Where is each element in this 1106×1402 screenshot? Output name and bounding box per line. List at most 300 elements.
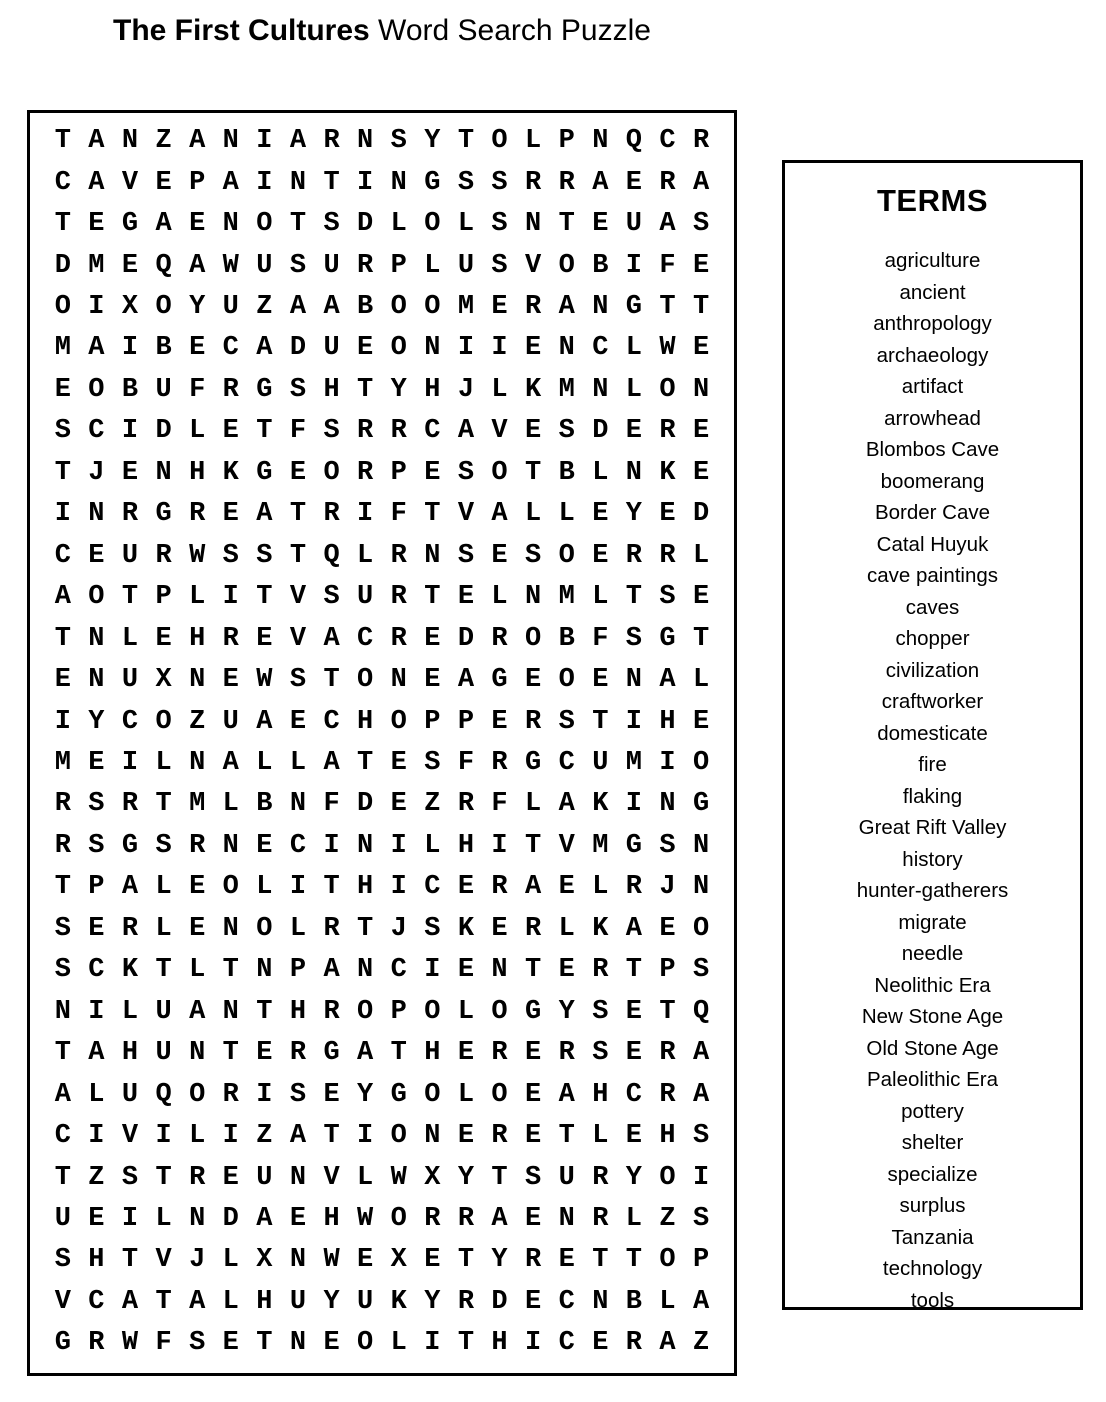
grid-cell-letter: T [592, 706, 609, 737]
grid-cell-letter: L [558, 913, 575, 944]
grid-cell-letter: E [525, 1079, 542, 1110]
grid-cell-letter: E [424, 623, 441, 654]
grid-cell-letter: T [289, 499, 307, 530]
grid-cell-letter: I [121, 1204, 139, 1234]
grid-cell-letter: T [692, 623, 710, 654]
grid-cell-letter: E [692, 416, 710, 447]
grid-row [46, 418, 718, 445]
term-item: caves [905, 595, 960, 619]
grid-cell-letter: A [692, 1286, 710, 1317]
grid-cell-letter: V [155, 1245, 172, 1276]
grid-cell-letter: N [189, 665, 206, 696]
grid-cell-letter: I [256, 126, 273, 157]
grid-cell-letter: H [189, 457, 206, 488]
grid-cell-letter: W [189, 540, 206, 571]
grid-cell-letter: R [491, 1121, 508, 1152]
grid-cell-letter: L [121, 623, 139, 654]
grid-row [46, 250, 718, 281]
grid-cell-letter: R [390, 582, 407, 613]
grid-cell-letter: R [625, 1328, 642, 1359]
grid-cell-letter: R [625, 872, 642, 903]
grid-cell-letter: V [323, 1162, 340, 1193]
grid-cell-letter: E [323, 1079, 340, 1110]
grid-cell-letter: G [256, 374, 273, 405]
grid-cell-letter: S [121, 1162, 139, 1193]
grid-cell-letter: E [457, 872, 475, 903]
grid-cell-letter: A [222, 167, 239, 198]
grid-cell-letter: L [625, 1204, 642, 1234]
grid-cell-letter: E [256, 1038, 273, 1069]
grid-cell-letter: L [659, 1286, 676, 1317]
grid-cell-letter: Y [491, 1245, 508, 1276]
grid-row [46, 1330, 718, 1357]
grid-cell-letter: Y [625, 499, 642, 530]
grid-cell-letter: E [525, 1286, 542, 1317]
grid-cell-letter: B [357, 292, 374, 323]
grid-cell-letter: G [625, 292, 642, 323]
term-item: craftworker [881, 690, 984, 713]
grid-cell-letter: R [189, 499, 206, 530]
grid-cell-letter: O [357, 996, 374, 1027]
grid-cell-letter: T [323, 167, 340, 198]
grid-cell-letter: T [54, 1038, 71, 1069]
grid-cell-letter: N [592, 1286, 609, 1317]
grid-cell-letter: A [692, 1038, 710, 1069]
grid-cell-letter: T [256, 416, 273, 447]
grid-cell-letter: N [189, 1038, 206, 1069]
grid-cell-letter: E [54, 665, 71, 696]
grid-cell-letter: C [54, 1121, 71, 1152]
grid-row [46, 501, 718, 528]
grid-row [46, 1162, 718, 1193]
grid-cell-letter: R [491, 748, 508, 779]
grid-cell-letter: U [457, 250, 475, 281]
grid-cell-letter: O [88, 582, 105, 613]
grid-cell-letter: R [222, 623, 239, 654]
grid-cell-letter: R [323, 996, 340, 1027]
grid-cell-letter: P [424, 706, 441, 737]
grid-cell-letter: T [155, 955, 172, 986]
grid-cell-letter: E [525, 333, 542, 364]
grid-cell-letter: H [424, 374, 441, 405]
grid-cell-letter: C [88, 955, 105, 986]
grid-cell-letter: R [491, 1038, 508, 1069]
grid-cell-letter: I [357, 167, 374, 198]
grid-cell-letter: E [692, 706, 710, 737]
grid-row [46, 623, 718, 654]
grid-cell-letter: T [390, 1038, 407, 1069]
grid-cell-letter: N [592, 292, 609, 323]
grid-cell-letter: L [155, 748, 172, 779]
grid-cell-letter: A [692, 167, 710, 198]
grid-cell-letter: Z [692, 1328, 710, 1359]
grid-cell-letter: T [525, 457, 542, 488]
grid-cell-letter: A [558, 789, 575, 820]
grid-cell-letter: N [289, 1162, 307, 1193]
grid-cell-letter: O [390, 1204, 407, 1234]
grid-cell-letter: C [54, 540, 71, 571]
grid-cell-letter: S [592, 1038, 609, 1069]
grid-cell-letter: S [558, 416, 575, 447]
grid-cell-letter: E [525, 416, 542, 447]
grid-cell-letter: Z [659, 1204, 676, 1234]
grid-cell-letter: K [659, 457, 676, 488]
grid-cell-letter: S [625, 623, 642, 654]
grid-cell-letter: E [289, 1204, 307, 1234]
grid-cell-letter: P [189, 167, 206, 198]
grid-cell-letter: Y [457, 1162, 475, 1193]
grid-cell-letter: A [222, 748, 239, 779]
grid-cell-letter: H [121, 1038, 139, 1069]
grid-cell-letter: L [390, 209, 407, 240]
grid-cell-letter: O [491, 996, 508, 1027]
grid-cell-letter: F [457, 748, 475, 779]
grid-cell-letter: R [592, 1204, 609, 1234]
term-item: fire [918, 753, 947, 776]
grid-cell-letter: R [491, 872, 508, 903]
grid-cell-letter: N [222, 126, 239, 157]
grid-row [46, 957, 718, 984]
grid-cell-letter: C [558, 1328, 575, 1359]
grid-cell-letter: I [289, 872, 307, 903]
grid-cell-letter: A [256, 499, 273, 530]
grid-cell-letter: A [625, 913, 642, 944]
grid-cell-letter: K [457, 913, 475, 944]
grid-cell-letter: N [357, 830, 374, 861]
grid-cell-letter: T [625, 1245, 642, 1276]
grid-cell-letter: Z [256, 292, 273, 323]
grid-cell-letter: M [54, 748, 71, 779]
grid-cell-letter: L [592, 1121, 609, 1152]
grid-cell-letter: U [592, 748, 609, 779]
grid-cell-letter: E [289, 457, 307, 488]
grid-cell-letter: E [625, 996, 642, 1027]
grid-cell-letter: S [457, 457, 475, 488]
grid-cell-letter: N [289, 1328, 307, 1359]
grid-cell-letter: B [121, 374, 139, 405]
grid-cell-letter: Y [558, 996, 575, 1027]
grid-cell-letter: S [558, 706, 575, 737]
grid-cell-letter: E [155, 167, 172, 198]
term-item: Border Cave [874, 501, 991, 524]
grid-cell-letter: M [457, 292, 475, 323]
grid-cell-letter: E [88, 913, 105, 944]
grid-cell-letter: S [525, 1162, 542, 1193]
grid-cell-letter: I [88, 1121, 105, 1152]
grid-cell-letter: J [457, 374, 475, 405]
grid-row [46, 830, 718, 861]
grid-row [46, 1040, 718, 1067]
grid-cell-letter: E [189, 209, 206, 240]
grid-cell-letter: W [323, 1245, 340, 1276]
grid-cell-letter: Z [256, 1121, 273, 1152]
grid-cell-letter: A [88, 167, 105, 198]
grid-cell-letter: B [625, 1286, 642, 1317]
grid-cell-letter: L [289, 748, 307, 779]
grid-cell-letter: E [491, 292, 508, 323]
grid-cell-letter: E [457, 955, 475, 986]
grid-cell-letter: G [256, 457, 273, 488]
grid-cell-letter: G [54, 1328, 71, 1359]
grid-cell-letter: P [155, 582, 172, 613]
grid-cell-letter: T [54, 1162, 71, 1193]
grid-cell-letter: N [592, 126, 609, 157]
grid-cell-letter: S [54, 416, 71, 447]
grid-cell-letter: A [289, 126, 307, 157]
grid-cell-letter: E [692, 457, 710, 488]
grid-cell-letter: A [558, 1079, 575, 1110]
grid-cell-letter: U [155, 996, 172, 1027]
grid-cell-letter: T [525, 830, 542, 861]
grid-cell-letter: H [357, 872, 374, 903]
grid-cell-letter: U [625, 209, 642, 240]
grid-cell-letter: R [357, 416, 374, 447]
grid-cell-letter: I [256, 167, 273, 198]
grid-cell-letter: H [424, 1038, 441, 1069]
term-item: chopper [895, 627, 970, 650]
grid-cell-letter: T [558, 1121, 575, 1152]
grid-cell-letter: U [222, 292, 239, 323]
grid-cell-letter: V [525, 250, 542, 281]
term-item: boomerang [880, 469, 985, 493]
grid-cell-letter: S [457, 540, 475, 571]
term-item: New Stone Age [861, 1005, 1004, 1028]
grid-cell-letter: C [121, 706, 139, 737]
grid-cell-letter: O [390, 706, 407, 737]
grid-cell-letter: N [558, 333, 575, 364]
grid-cell-letter: N [357, 955, 374, 986]
grid-cell-letter: O [189, 1079, 206, 1110]
grid-cell-letter: R [525, 706, 542, 737]
grid-cell-letter: H [323, 1204, 340, 1234]
grid-cell-letter: N [88, 665, 105, 696]
grid-cell-letter: E [592, 665, 609, 696]
grid-cell-letter: Y [424, 1286, 441, 1317]
grid-cell-letter: U [289, 1286, 307, 1317]
grid-cell-letter: R [357, 457, 374, 488]
term-item: specialize [887, 1162, 978, 1186]
grid-cell-letter: R [289, 1038, 307, 1069]
word-search-grid [27, 110, 737, 1376]
grid-cell-letter: A [491, 499, 508, 530]
grid-cell-letter: R [390, 416, 407, 447]
grid-cell-letter: D [592, 416, 609, 447]
grid-cell-letter: N [88, 499, 105, 530]
grid-cell-letter: T [323, 872, 340, 903]
term-item: shelter [901, 1131, 964, 1154]
grid-cell-letter: N [289, 1245, 307, 1276]
grid-cell-letter: Z [424, 789, 441, 820]
grid-cell-letter: N [222, 996, 239, 1027]
grid-row [46, 1247, 718, 1274]
grid-cell-letter: R [659, 416, 676, 447]
grid-cell-letter: T [289, 540, 307, 571]
grid-cell-letter: T [424, 582, 441, 613]
grid-cell-letter: O [424, 1079, 441, 1110]
grid-cell-letter: R [222, 1079, 239, 1110]
grid-cell-letter: R [659, 1079, 676, 1110]
grid-cell-letter: E [592, 540, 609, 571]
grid-cell-letter: R [121, 499, 139, 530]
grid-cell-letter: H [592, 1079, 609, 1110]
grid-cell-letter: G [692, 789, 710, 820]
grid-cell-letter: E [289, 706, 307, 737]
term-item: cave paintings [866, 564, 999, 587]
grid-cell-letter: C [625, 1079, 642, 1110]
grid-cell-letter: U [121, 665, 139, 696]
grid-cell-letter: W [256, 665, 273, 696]
grid-cell-letter: T [558, 209, 575, 240]
grid-cell-letter: E [189, 333, 206, 364]
grid-cell-letter: E [256, 830, 273, 861]
grid-cell-letter: A [256, 1204, 273, 1234]
grid-cell-letter: L [189, 955, 206, 986]
grid-cell-letter: A [323, 748, 340, 779]
grid-cell-letter: O [323, 457, 340, 488]
grid-cell-letter: N [525, 209, 542, 240]
grid-cell-letter: T [323, 1121, 340, 1152]
grid-cell-letter: N [659, 789, 676, 820]
grid-cell-letter: U [357, 1286, 374, 1317]
grid-row [46, 1206, 718, 1233]
term-item: Tanzania [891, 1225, 974, 1249]
grid-cell-letter: C [54, 167, 71, 198]
grid-cell-letter: S [54, 913, 71, 944]
grid-cell-letter: E [222, 1328, 239, 1359]
grid-cell-letter: L [222, 1245, 239, 1276]
grid-cell-letter: M [189, 789, 206, 820]
grid-cell-letter: E [558, 1245, 575, 1276]
grid-cell-letter: G [625, 830, 642, 861]
grid-cell-letter: S [289, 250, 307, 281]
grid-cell-letter: T [121, 582, 139, 613]
grid-cell-letter: R [692, 126, 710, 157]
grid-cell-letter: A [323, 292, 340, 323]
grid-cell-letter: L [592, 582, 609, 613]
grid-cell-letter: O [256, 913, 273, 944]
grid-cell-letter: S [491, 250, 508, 281]
grid-cell-letter: O [88, 374, 105, 405]
term-item: Neolithic Era [874, 973, 991, 997]
grid-cell-letter: I [256, 1079, 273, 1110]
grid-cell-letter: R [357, 250, 374, 281]
term-item: ancient [899, 280, 966, 304]
grid-cell-letter: U [121, 1079, 139, 1110]
grid-cell-letter: N [88, 623, 105, 654]
grid-cell-letter: E [491, 706, 508, 737]
grid-cell-letter: C [357, 623, 374, 654]
grid-cell-letter: N [222, 913, 239, 944]
grid-cell-letter: E [121, 457, 139, 488]
grid-cell-letter: E [323, 1328, 340, 1359]
grid-cell-letter: A [592, 167, 609, 198]
grid-cell-letter: I [525, 1328, 542, 1359]
grid-cell-letter: S [222, 540, 239, 571]
grid-cell-letter: O [659, 1162, 676, 1193]
grid-cell-letter: S [390, 126, 407, 157]
grid-cell-letter: R [592, 1162, 609, 1193]
grid-cell-letter: I [390, 872, 407, 903]
grid-cell-letter: O [525, 623, 542, 654]
grid-cell-letter: C [88, 1286, 105, 1317]
grid-cell-letter: G [323, 1038, 340, 1069]
grid-cell-letter: T [54, 457, 71, 488]
grid-cell-letter: V [491, 416, 508, 447]
grid-row [46, 750, 718, 777]
grid-cell-letter: K [592, 789, 609, 820]
grid-cell-letter: N [222, 209, 239, 240]
grid-cell-letter: D [155, 416, 172, 447]
grid-cell-letter: X [256, 1245, 273, 1276]
grid-cell-letter: I [88, 996, 105, 1027]
grid-cell-letter: P [289, 955, 307, 986]
grid-cell-letter: L [390, 1328, 407, 1359]
grid-cell-letter: P [692, 1245, 710, 1276]
grid-cell-letter: T [525, 955, 542, 986]
grid-cell-letter: I [659, 748, 676, 779]
grid-cell-letter: L [625, 333, 642, 364]
grid-cell-letter: N [692, 872, 710, 903]
grid-cell-letter: G [525, 996, 542, 1027]
grid-cell-letter: T [289, 209, 307, 240]
grid-row [46, 791, 718, 818]
grid-cell-letter: I [121, 416, 139, 447]
grid-cell-letter: K [390, 1286, 407, 1317]
grid-cell-letter: R [525, 167, 542, 198]
grid-cell-letter: H [323, 374, 340, 405]
grid-cell-letter: W [222, 250, 239, 281]
grid-cell-letter: V [54, 1286, 71, 1317]
grid-cell-letter: S [54, 1245, 71, 1276]
grid-cell-letter: E [625, 167, 642, 198]
grid-cell-letter: T [155, 789, 172, 820]
grid-cell-letter: T [256, 996, 273, 1027]
grid-row [46, 913, 718, 944]
grid-cell-letter: J [659, 872, 676, 903]
grid-cell-letter: U [558, 1162, 575, 1193]
grid-cell-letter: A [189, 1286, 206, 1317]
grid-cell-letter: U [323, 333, 340, 364]
grid-cell-letter: A [558, 292, 575, 323]
grid-cell-letter: T [155, 1162, 172, 1193]
grid-cell-letter: T [256, 1328, 273, 1359]
grid-cell-letter: G [390, 1079, 407, 1110]
grid-cell-letter: A [323, 623, 340, 654]
grid-cell-letter: E [692, 250, 710, 281]
grid-cell-letter: L [155, 872, 172, 903]
grid-cell-letter: I [692, 1162, 710, 1193]
grid-cell-letter: Y [189, 292, 206, 323]
grid-row [46, 294, 718, 321]
grid-cell-letter: P [659, 955, 676, 986]
grid-cell-letter: I [155, 1121, 172, 1152]
grid-cell-letter: Q [692, 996, 710, 1027]
grid-cell-letter: N [289, 167, 307, 198]
grid-cell-letter: Z [88, 1162, 105, 1193]
grid-cell-letter: N [357, 126, 374, 157]
grid-cell-letter: R [222, 374, 239, 405]
grid-cell-letter: S [155, 830, 172, 861]
grid-cell-letter: G [525, 748, 542, 779]
grid-cell-letter: I [121, 748, 139, 779]
grid-cell-letter: L [357, 540, 374, 571]
grid-cell-letter: E [256, 623, 273, 654]
grid-row [46, 457, 718, 488]
grid-cell-letter: L [692, 540, 710, 571]
grid-cell-letter: P [457, 706, 475, 737]
grid-cell-letter: L [424, 830, 441, 861]
grid-cell-letter: E [457, 582, 475, 613]
